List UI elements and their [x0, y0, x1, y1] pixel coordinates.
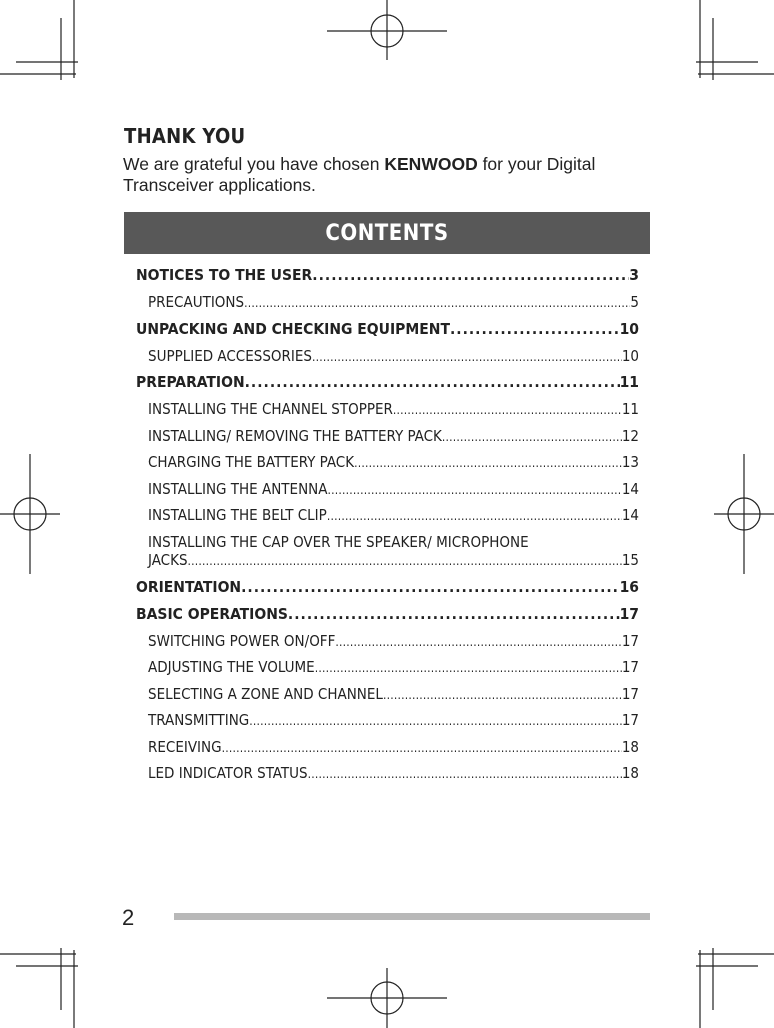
crop-mark-bottom-left: [0, 948, 80, 1028]
toc-leader: [288, 601, 620, 628]
toc-leader: [442, 423, 622, 451]
toc-leader: [354, 449, 622, 477]
toc-section[interactable]: [136, 601, 639, 628]
toc-entry[interactable]: [136, 707, 639, 734]
toc-section[interactable]: [136, 316, 639, 343]
toc-page: 11: [621, 400, 639, 418]
toc-entry[interactable]: [136, 502, 639, 529]
toc-leader: [308, 760, 622, 788]
toc-title: LED INDICATOR STATUS: [148, 764, 308, 782]
toc-leader: [335, 628, 621, 656]
toc-entry[interactable]: [136, 681, 639, 708]
toc-section[interactable]: [136, 369, 639, 396]
thank-you-text: [123, 154, 653, 196]
registration-target-top: [327, 0, 447, 60]
toc-title: SUPPLIED ACCESSORIES: [148, 346, 312, 365]
toc-leader: [249, 707, 622, 735]
toc-entry[interactable]: [136, 449, 639, 476]
toc-leader: [244, 289, 630, 317]
toc-title-line1: INSTALLING THE CAP OVER THE SPEAKER/ MICROPHONE: [148, 532, 529, 551]
toc-leader: [222, 734, 622, 762]
toc-page: 13: [621, 453, 639, 471]
toc-page: 17: [621, 658, 639, 676]
toc-leader: [327, 502, 622, 530]
toc-entry[interactable]: [136, 396, 639, 423]
toc-page: 18: [621, 737, 639, 756]
thank-you-text-before: We are grateful you have chosen: [123, 154, 385, 174]
toc-page: 3: [629, 266, 639, 284]
toc-page: 14: [621, 506, 639, 524]
toc-title: SWITCHING POWER ON/OFF: [148, 631, 336, 650]
toc-title: PREPARATION: [136, 373, 245, 391]
toc-page: 12: [621, 426, 639, 445]
toc-title: RECEIVING: [148, 737, 222, 756]
toc-leader: [393, 396, 622, 424]
toc-page: 17: [621, 684, 639, 703]
toc-title: ORIENTATION: [136, 577, 242, 596]
brand-name: KENWOOD: [384, 154, 478, 174]
toc-leader: [245, 369, 620, 396]
toc-title: NOTICES TO THE USER: [136, 266, 313, 284]
contents-header-bar: [124, 212, 650, 254]
toc-entry-multiline[interactable]: [136, 529, 639, 574]
footer-rule: [174, 913, 650, 920]
registration-target-left: [0, 454, 60, 574]
toc-leader: [241, 574, 619, 601]
toc-page: 16: [619, 577, 639, 596]
toc-title: SELECTING A ZONE AND CHANNEL: [148, 684, 383, 703]
toc-page: 10: [621, 346, 639, 365]
toc-page: 11: [619, 373, 639, 391]
toc-entry[interactable]: [136, 343, 639, 370]
toc-leader: [315, 654, 622, 682]
page-number: 2: [122, 905, 135, 930]
toc-title: UNPACKING AND CHECKING EQUIPMENT: [136, 319, 450, 338]
toc-entry[interactable]: [136, 760, 639, 787]
crop-mark-top-left: [0, 0, 80, 80]
toc-entry[interactable]: [136, 628, 639, 655]
toc-page: 14: [621, 479, 639, 498]
toc-entry[interactable]: [136, 289, 639, 316]
toc-entry[interactable]: [136, 734, 639, 761]
toc-page: 17: [621, 631, 639, 650]
registration-target-bottom: [327, 968, 447, 1028]
toc-entry[interactable]: [136, 423, 639, 450]
toc-leader: [450, 316, 620, 343]
toc-leader: [383, 681, 622, 709]
toc-leader: [328, 476, 622, 504]
toc-page: 5: [630, 293, 639, 311]
toc-title: TRANSMITTING: [148, 711, 250, 729]
toc-title: PRECAUTIONS: [148, 293, 245, 311]
toc-title: BASIC OPERATIONS: [136, 604, 288, 623]
toc-leader: [188, 551, 622, 570]
toc-title: ADJUSTING THE VOLUME: [148, 658, 315, 676]
toc-page: 17: [621, 711, 639, 729]
toc-section[interactable]: [136, 262, 639, 289]
toc-page: 17: [619, 604, 639, 623]
contents-title: CONTENTS: [325, 221, 449, 246]
toc-title: INSTALLING THE ANTENNA: [148, 479, 328, 498]
registration-target-right: [714, 454, 774, 574]
toc-title: CHARGING THE BATTERY PACK: [148, 453, 355, 471]
toc-page: 15: [621, 550, 639, 569]
toc-leader: [312, 262, 629, 289]
crop-mark-top-right: [694, 0, 774, 80]
toc-page: 10: [619, 319, 639, 338]
thank-you-text-after: for your Digital Transceiver applications.: [123, 154, 596, 195]
toc-entry[interactable]: [136, 654, 639, 681]
thank-you-heading: THANK YOU: [124, 124, 246, 148]
toc-section[interactable]: [136, 574, 639, 601]
crop-mark-bottom-right: [694, 948, 774, 1028]
toc-entry[interactable]: [136, 476, 639, 503]
toc-title: INSTALLING THE CHANNEL STOPPER: [148, 400, 393, 418]
toc-leader: [312, 343, 622, 371]
toc-page: 18: [621, 764, 639, 782]
toc-title-line2: JACKS: [148, 550, 188, 569]
toc-title: INSTALLING/ REMOVING THE BATTERY PACK: [148, 426, 442, 445]
toc-title: INSTALLING THE BELT CLIP: [148, 506, 327, 524]
table-of-contents: [136, 262, 639, 787]
